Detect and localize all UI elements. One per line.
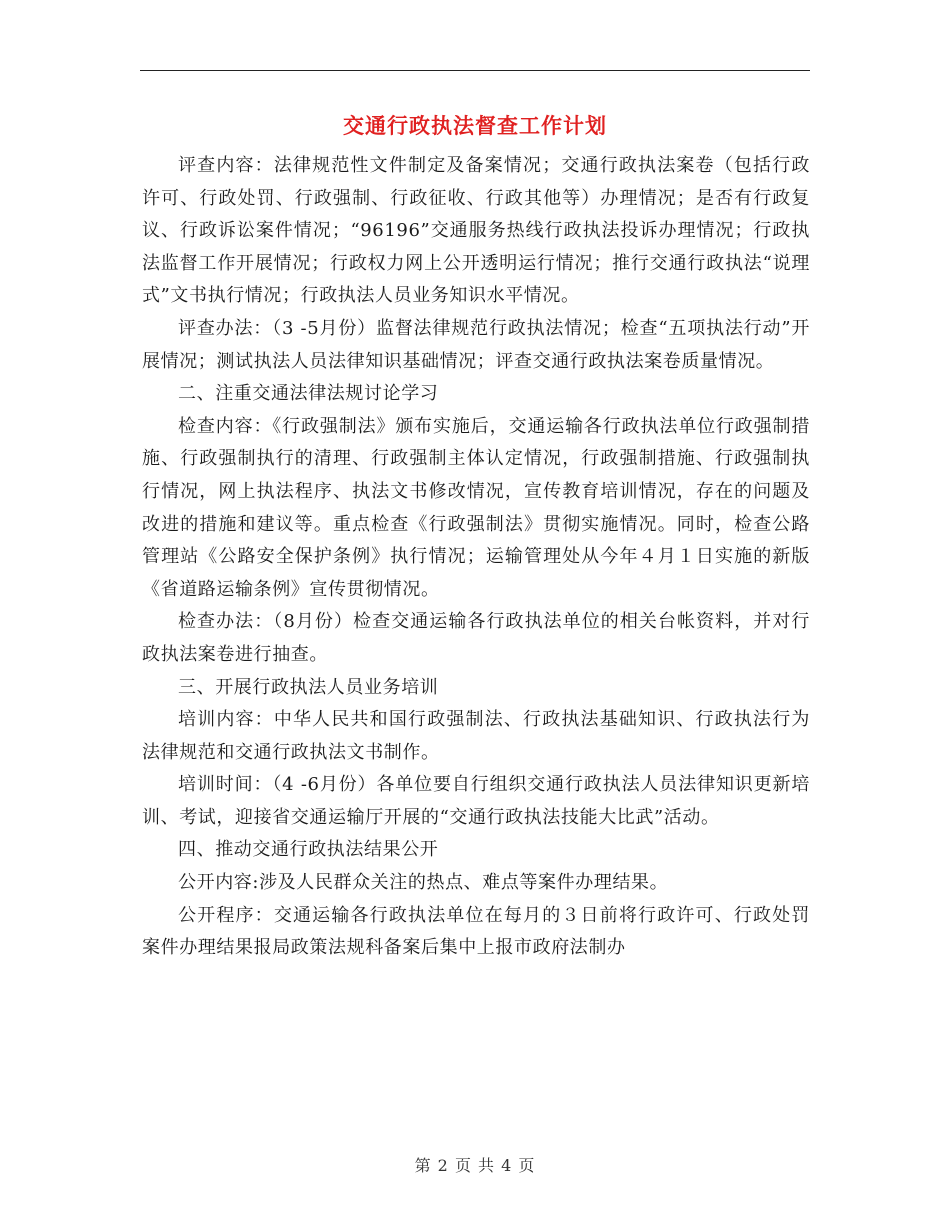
section-heading-2: 二、注重交通法律法规讨论学习 (178, 383, 439, 405)
section-heading-3: 三、开展行政执法人员业务培训 (178, 676, 439, 698)
paragraph-training-content: 培训内容：中华人民共和国行政强制法、行政执法基础知识、行政执法行为法律规范和交通行政执法文书制作。 (142, 709, 810, 763)
page-footer: 第 2 页 共 4 页 (414, 1156, 536, 1175)
paragraph-inspection-content: 检查内容：《行政强制法》颁布实施后，交通运输各行政执法单位行政强制措施、行政强制执行的清理、行政强制主体认定情况，行政强制措施、行政强制执行情况，网上执法程序、执法文书修改情况，宣传教育培训情况，存在的问题及改进的措施和建议等。重点检查《行政强制法》贯彻实施情况。同时，检查公路管理站《公路安全保护条例》执行情况；运输管理处从今年４月１日实施的新版《省道路运输条例》宣传贯彻情况。 (142, 415, 810, 600)
document-title: 交通行政执法督查工作计划 (343, 113, 607, 138)
paragraph-review-content: 评查内容：法律规范性文件制定及备案情况；交通行政执法案卷（包括行政许可、行政处罚、行政强制、行政征收、行政其他等）办理情况；是否有行政复议、行政诉讼案件情况；“96196”交通服务热线行政执法投诉办理情况；行政执法监督工作开展情况；行政权力网上公开透明运行情况；推行交通行政执法“说理式”文书执行情况；行政执法人员业务知识水平情况。 (142, 155, 810, 307)
paragraph-training-time: 培训时间：（4 -6月份）各单位要自行组织交通行政执法人员法律知识更新培训、考试，迎接省交通运输厅开展的“交通行政执法技能大比武”活动。 (142, 774, 810, 828)
section-heading-4: 四、推动交通行政执法结果公开 (178, 839, 439, 861)
header-rule (140, 70, 810, 71)
paragraph-public-procedure: 公开程序：交通运输各行政执法单位在每月的３日前将行政许可、行政处罚案件办理结果报局政策法规科备案后集中上报市政府法制办 (142, 904, 810, 959)
document-body (142, 150, 810, 965)
paragraph-inspection-method: 检查办法：（8月份）检查交通运输各行政执法单位的相关台帐资料，并对行政执法案卷进行抽查。 (142, 611, 810, 665)
paragraph-review-method: 评查办法：（3 -5月份）监督法律规范行政执法情况；检查“五项执法行动”开展情况；测试执法人员法律知识基础情况；评查交通行政执法案卷质量情况。 (142, 317, 810, 372)
paragraph-public-content: 公开内容:涉及人民群众关注的热点、难点等案件办理结果。 (178, 872, 669, 894)
